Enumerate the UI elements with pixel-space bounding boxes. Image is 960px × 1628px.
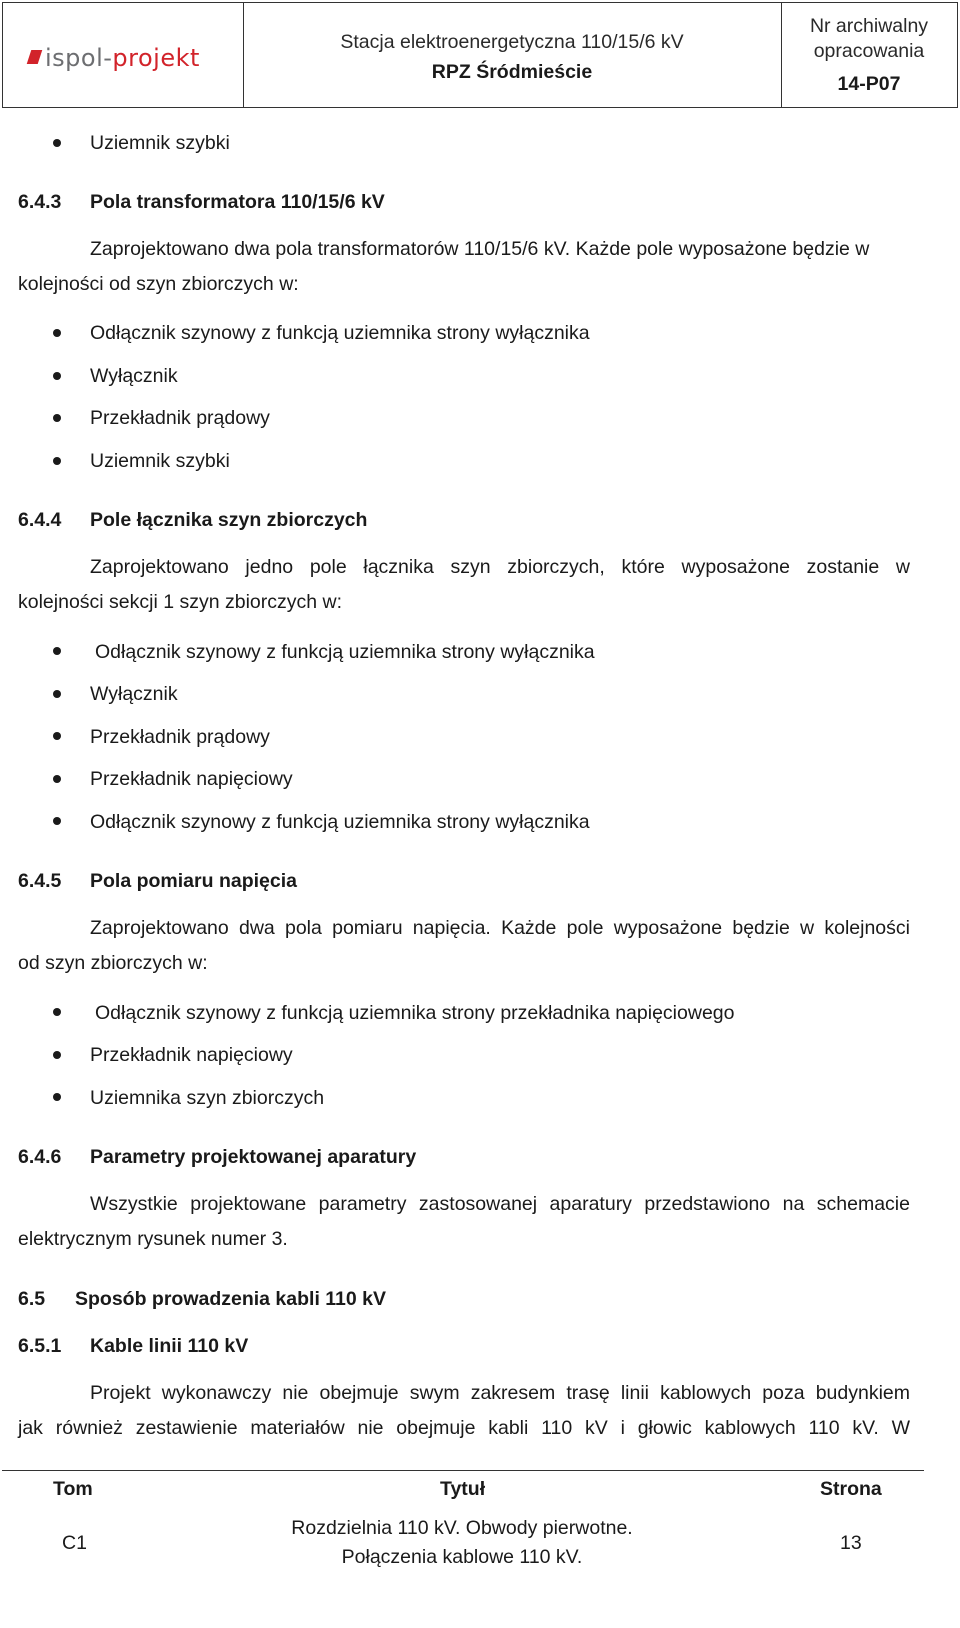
paragraph: Zaprojektowano jedno pole łącznika szyn zbiorczych, które wyposażone zostanie w kolejności sekcji 1 szyn zbiorczych w: bbox=[18, 556, 910, 613]
bullet-icon bbox=[53, 775, 61, 783]
list-item: Przekładnik prądowy bbox=[90, 726, 270, 748]
list-item: Wyłącznik bbox=[90, 365, 178, 387]
paragraph: Zaprojektowano dwa pola pomiaru napięcia. Każde pole wyposażone będzie w kolejności od szyn zbiorczych w: bbox=[18, 917, 910, 974]
section-number: 6.4.4 bbox=[18, 509, 62, 531]
bullet-icon bbox=[53, 139, 61, 147]
section-number: 6.4.3 bbox=[18, 191, 62, 213]
bullet-icon bbox=[53, 372, 61, 380]
list-item: Uziemnik szybki bbox=[90, 132, 230, 154]
footer-tytul-label: Tytuł bbox=[440, 1478, 486, 1500]
section-heading: Pola transformatora 110/15/6 kV bbox=[90, 191, 385, 213]
list-item: Uziemnik szybki bbox=[90, 450, 230, 472]
section-heading: Pole łącznika szyn zbiorczych bbox=[90, 509, 368, 531]
footer-tom-label: Tom bbox=[53, 1478, 93, 1500]
footer-tytul-line1: Rozdzielnia 110 kV. Obwody pierwotne. bbox=[291, 1517, 633, 1539]
header-title-cell bbox=[243, 3, 782, 107]
section-number: 6.5.1 bbox=[18, 1335, 62, 1357]
section-number: 6.4.6 bbox=[18, 1146, 62, 1168]
footer-page-number: 13 bbox=[840, 1532, 862, 1554]
bullet-icon bbox=[53, 457, 61, 465]
section-heading: Parametry projektowanej aparatury bbox=[90, 1146, 417, 1168]
section-heading: Kable linii 110 kV bbox=[90, 1335, 249, 1357]
header-archive-cell bbox=[781, 3, 957, 107]
station-title: Stacja elektroenergetyczna 110/15/6 kV bbox=[340, 31, 684, 53]
footer-tytul-line2: Połączenia kablowe 110 kV. bbox=[341, 1546, 583, 1568]
list-item: Wyłącznik bbox=[90, 683, 178, 705]
list-item: Odłącznik szynowy z funkcją uziemnika strony wyłącznika bbox=[90, 322, 590, 344]
archive-label: Nr archiwalny opracowania bbox=[809, 15, 929, 62]
list-item: Odłącznik szynowy z funkcją uziemnika strony wyłącznika bbox=[90, 811, 590, 833]
logo-text-red: projekt bbox=[112, 44, 200, 72]
bullet-icon bbox=[53, 1008, 61, 1016]
paragraph: Wszystkie projektowane parametry zastosowanej aparatury przedstawiono na schemacie elektrycznym rysunek numer 3. bbox=[18, 1193, 910, 1250]
paragraph: Zaprojektowano dwa pola transformatorów 110/15/6 kV. Każde pole wyposażone będzie w kolejności od szyn zbiorczych w: bbox=[18, 238, 870, 295]
bullet-icon bbox=[53, 1093, 61, 1101]
section-number: 6.4.5 bbox=[18, 870, 62, 892]
header-logo-cell bbox=[3, 3, 244, 107]
archive-number: 14-P07 bbox=[837, 73, 901, 95]
company-logo bbox=[29, 41, 229, 75]
list-item: Odłącznik szynowy z funkcją uziemnika strony przekładnika napięciowego bbox=[95, 1002, 735, 1024]
footer-divider bbox=[2, 1470, 924, 1471]
paragraph: Projekt wykonawczy nie obejmuje swym zakresem trasę linii kablowych poza budynkiem jak również zestawienie materiałów nie obejmuje kabli 110 kV i głowic kablowych 110 kV. W bbox=[18, 1382, 910, 1439]
list-item: Uziemnika szyn zbiorczych bbox=[90, 1087, 325, 1109]
list-item: Przekładnik napięciowy bbox=[90, 1044, 293, 1066]
bullet-icon bbox=[53, 329, 61, 337]
bullet-icon bbox=[53, 647, 61, 655]
bullet-icon bbox=[53, 414, 61, 422]
bullet-icon bbox=[53, 732, 61, 740]
list-item: Przekładnik napięciowy bbox=[90, 768, 293, 790]
logo-mark-icon bbox=[27, 50, 43, 64]
footer-strona-label: Strona bbox=[820, 1478, 882, 1500]
list-item: Odłącznik szynowy z funkcją uziemnika strony wyłącznika bbox=[95, 641, 595, 663]
bullet-icon bbox=[53, 1051, 61, 1059]
section-heading: Sposób prowadzenia kabli 110 kV bbox=[75, 1288, 387, 1310]
list-item: Przekładnik prądowy bbox=[90, 407, 270, 429]
footer-tom-value: C1 bbox=[62, 1532, 87, 1554]
page-header bbox=[2, 2, 958, 108]
bullet-icon bbox=[53, 817, 61, 825]
section-number: 6.5 bbox=[18, 1288, 46, 1310]
bullet-icon bbox=[53, 690, 61, 698]
station-subtitle: RPZ Śródmieście bbox=[431, 61, 593, 83]
logo-text-gray: ispol- bbox=[45, 44, 113, 72]
section-heading: Pola pomiaru napięcia bbox=[90, 870, 297, 892]
